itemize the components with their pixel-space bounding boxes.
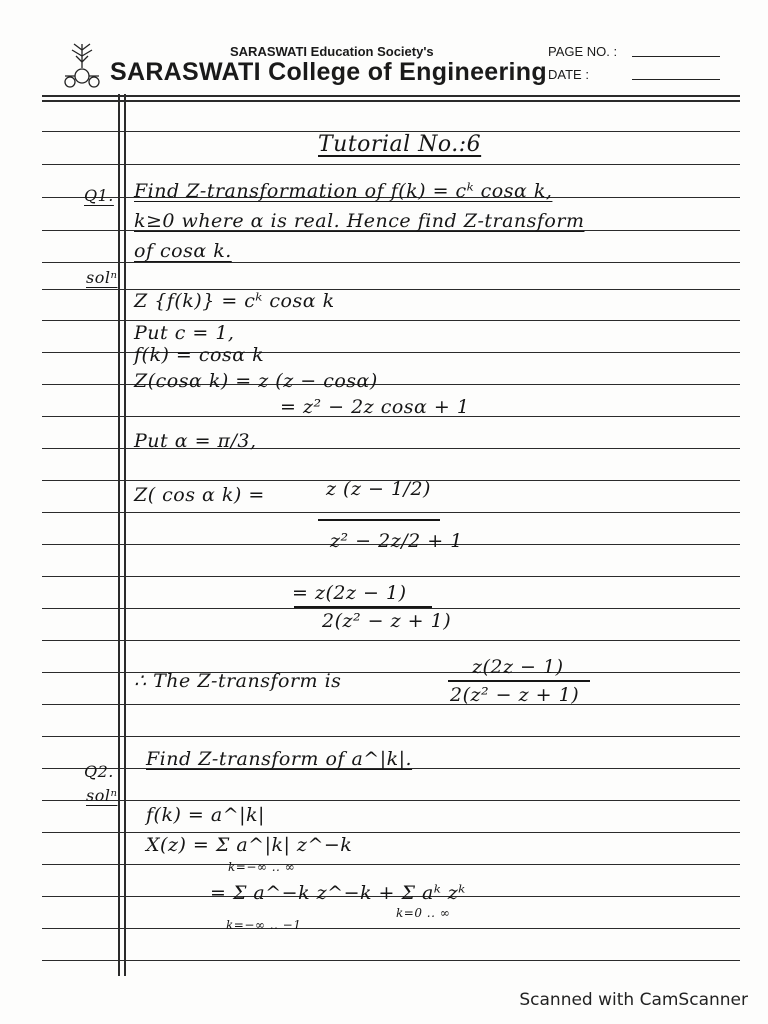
q1-question-line: of cosα k. (134, 240, 232, 262)
society-name: SARASWATI Education Society's (230, 44, 434, 59)
result-numerator: z(2z − 1) (472, 656, 564, 678)
ruled-line (42, 640, 740, 641)
fraction-bar (294, 606, 432, 608)
header-rule (42, 95, 740, 97)
sum-limits: k=0 .. ∞ (396, 906, 451, 920)
q1-question-line: Find Z-transformation of f(k) = cᵏ cosα k, (134, 180, 553, 202)
ruled-line (42, 320, 740, 321)
page-no-field (632, 56, 720, 57)
ruled-line (42, 864, 740, 865)
q1-conclusion: ∴ The Z-transform is (134, 670, 342, 692)
q1-step: Z(cosα k) = z (z − cosα) (134, 370, 378, 392)
sum-limits: k=−∞ .. −1 (226, 918, 302, 932)
q1-step: Put α = π/3, (134, 430, 257, 452)
ruled-line (42, 704, 740, 705)
fraction-numerator: = z(2z − 1) (292, 582, 407, 604)
header-rule (42, 100, 740, 102)
ruled-line (42, 736, 740, 737)
q2-question: Find Z-transform of a^|k|. (146, 748, 413, 770)
fraction-numerator: z (z − 1/2) (326, 478, 431, 500)
q1-step: = z² − 2z cosα + 1 (280, 396, 470, 418)
ruled-line (42, 262, 740, 263)
q2-step: X(z) = Σ a^|k| z^−k (146, 834, 353, 856)
q1-question-line: k≥0 where α is real. Hence find Z-transform (134, 210, 585, 232)
ruled-line (42, 608, 740, 609)
q2-step: = Σ a^−k z^−k + Σ aᵏ zᵏ (210, 882, 466, 904)
date-label: DATE : (548, 67, 589, 82)
ruled-line (42, 832, 740, 833)
page-title: Tutorial No.:6 (318, 132, 482, 157)
ruled-line (42, 164, 740, 165)
q1-step: f(k) = cosα k (134, 344, 265, 366)
fraction-denominator: z² − 2z/2 + 1 (330, 530, 463, 552)
margin-line (118, 94, 120, 976)
fraction-bar (448, 680, 590, 682)
q2-label: Q2. (84, 762, 114, 781)
ruled-line (42, 960, 740, 961)
scanner-watermark: Scanned with CamScanner (519, 990, 748, 1010)
sum-limits: k=−∞ .. ∞ (228, 860, 296, 874)
q1-solution-label: solⁿ (86, 268, 118, 287)
ruled-line (42, 576, 740, 577)
q1-step: Put c = 1, (134, 322, 235, 344)
fraction-bar (318, 519, 440, 521)
margin-line (124, 94, 126, 976)
page-no-label: PAGE NO. : (548, 44, 618, 59)
ruled-line (42, 800, 740, 801)
q2-solution-label: solⁿ (86, 786, 118, 805)
q1-step: Z( cos α k) = (134, 484, 265, 506)
college-name: SARASWATI College of Engineering (110, 58, 547, 86)
q1-label: Q1. (84, 186, 114, 205)
ruled-line (42, 512, 740, 513)
college-logo-icon (60, 40, 104, 92)
q1-step: Z {f(k)} = cᵏ cosα k (134, 290, 335, 312)
ruled-line (42, 928, 740, 929)
date-field (632, 79, 720, 80)
q2-step: f(k) = a^|k| (146, 804, 265, 826)
fraction-denominator: 2(z² − z + 1) (322, 610, 452, 632)
result-denominator: 2(z² − z + 1) (450, 684, 580, 706)
